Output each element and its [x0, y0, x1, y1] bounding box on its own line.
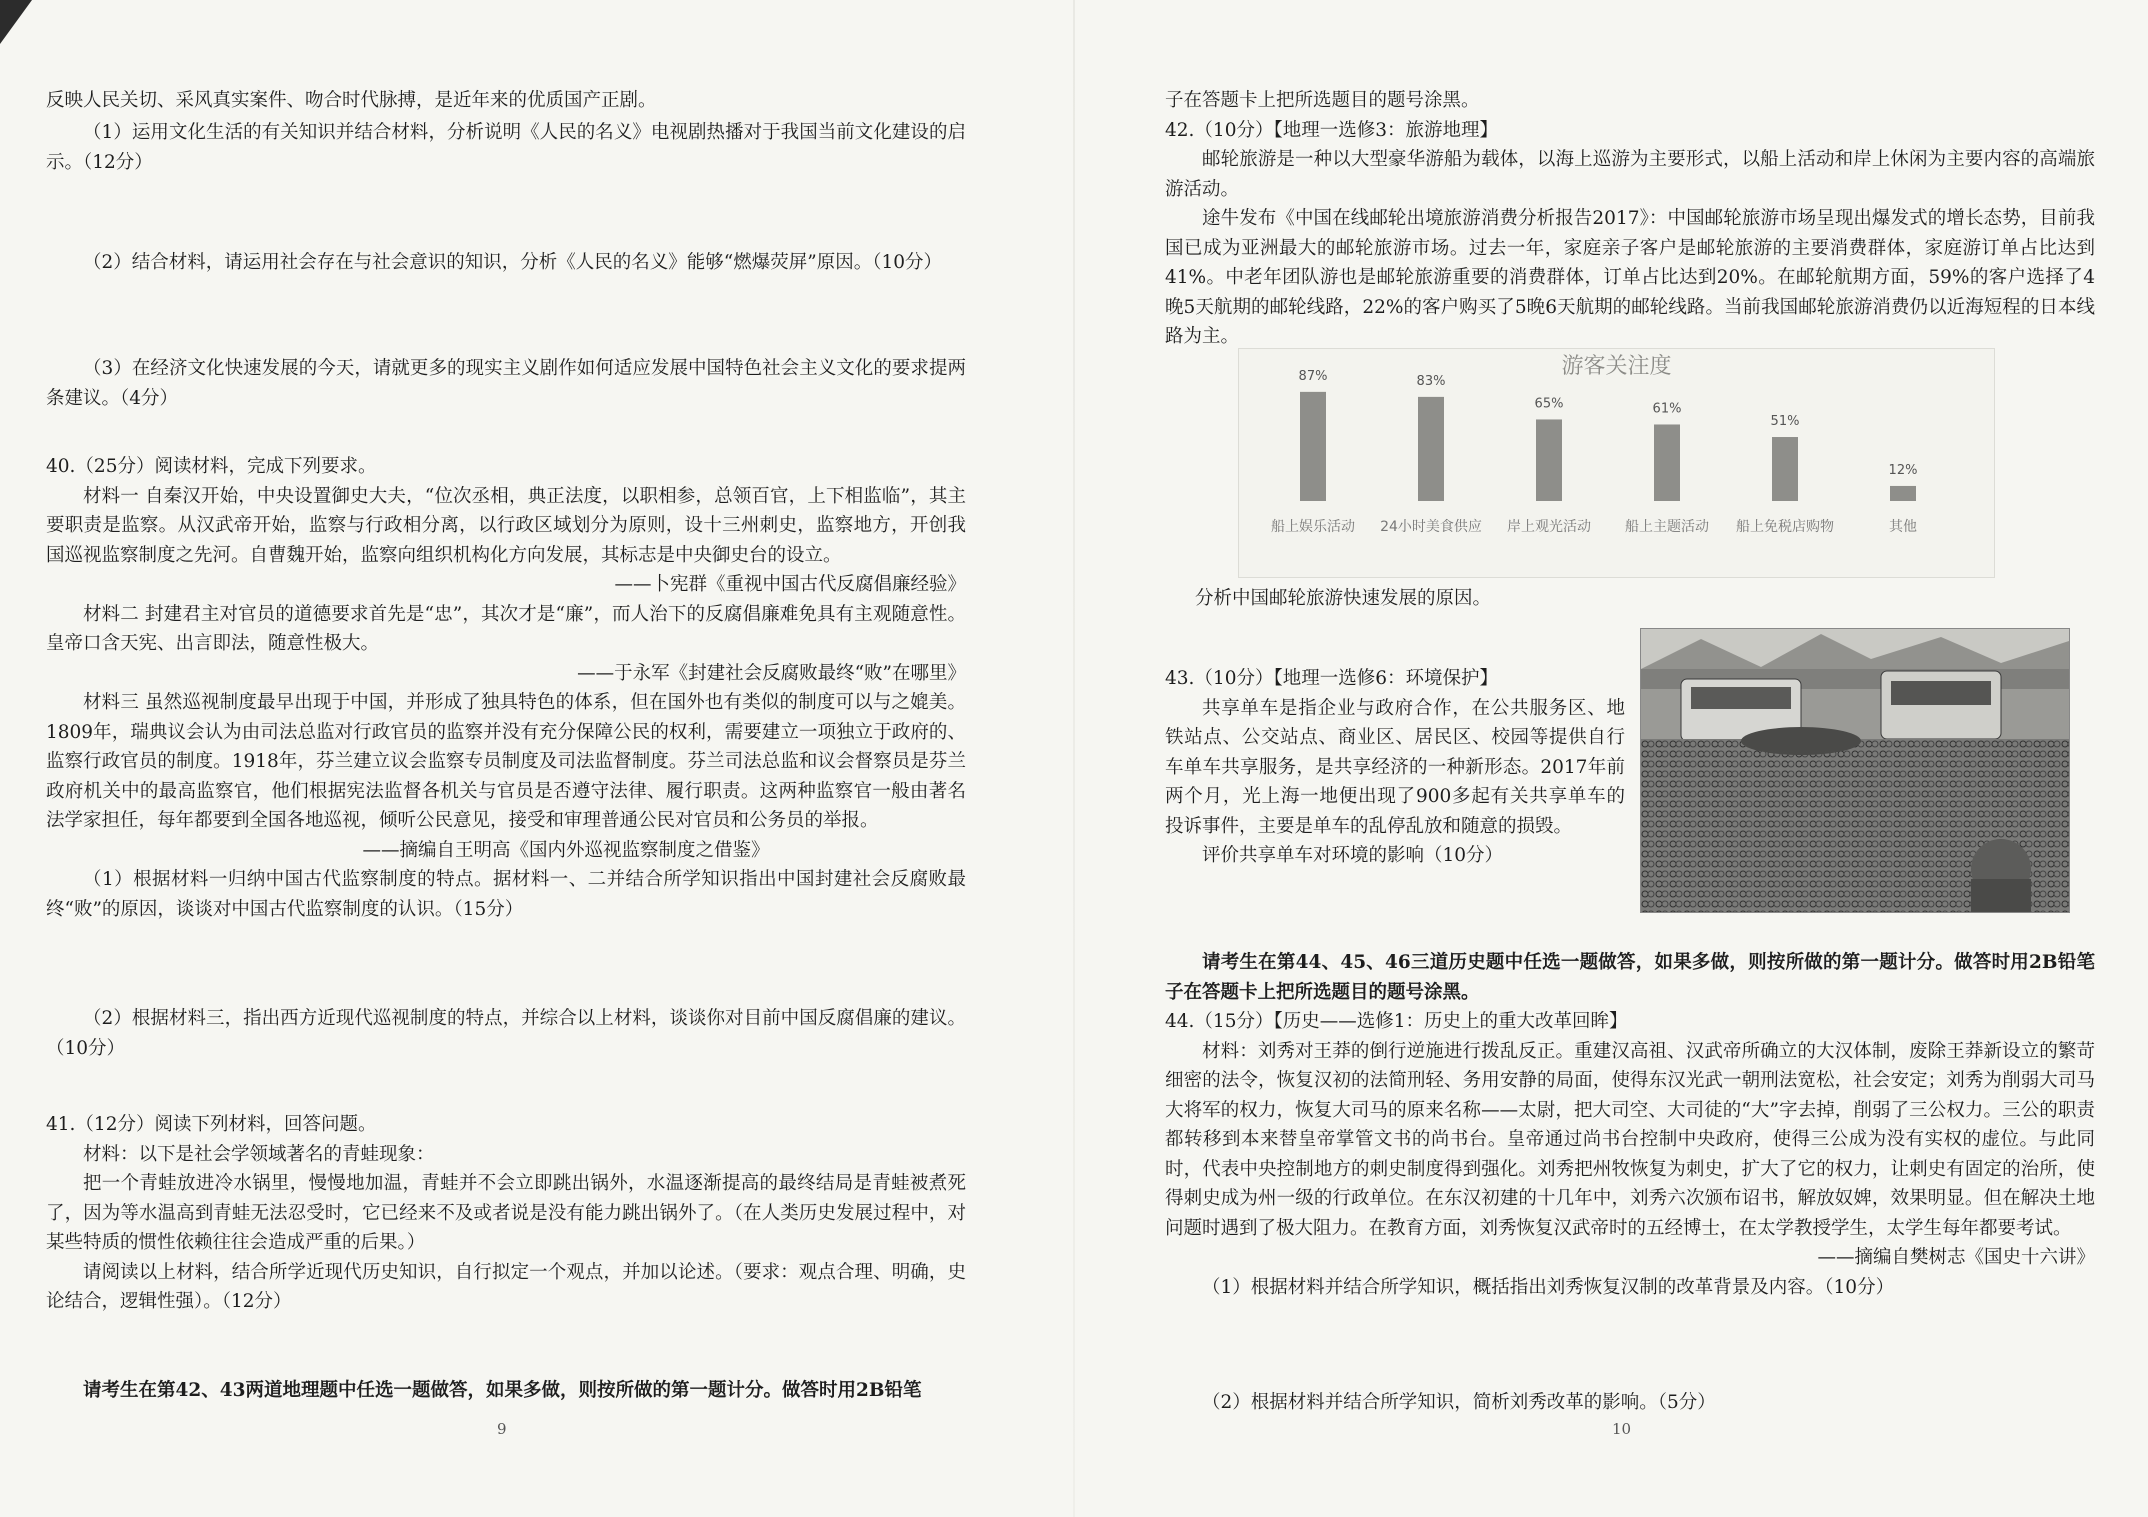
q42-question: 分析中国邮轮旅游快速发展的原因。: [1195, 588, 1492, 609]
q42-paragraph2: 途牛发布《中国在线邮轮出境旅游消费分析报告2017》：中国邮轮旅游市场呈现出爆发式的增长态势，目前我国已成为亚洲最大的邮轮旅游市场。过去一年，家庭亲子客户是邮轮旅游的主要消费群体，家庭游订单占比达到41%。中老年团队游也是邮轮旅游重要的消费群体，订单占比达到20%。在邮轮航期方面，59%的客户选择了4晚5天航期的邮轮线路，22%的客户购买了5晚6天航期的邮轮线路。当前我国邮轮旅游消费仍以近海短程的日本线路为主。: [1165, 208, 2095, 347]
q40-part2: （2）根据材料三，指出西方近现代巡视制度的特点，并综合以上材料，谈谈你对目前中国反腐倡廉的建议。（10分）: [46, 1008, 966, 1059]
chart-bar: [1300, 392, 1326, 501]
bicycles-photo-icon: [1641, 629, 2069, 912]
q40-material2: 材料二 封建君主对官员的道德要求首先是“忠”，其次才是“廉”，而人治下的反腐倡廉难免具有主观随意性。皇帝口含天宪、出言即法，随意性极大。: [46, 603, 966, 654]
geography-choice-notice: 请考生在第42、43两道地理题中任选一题做答，如果多做，则按所做的第一题计分。做答时用2B铅笔: [83, 1380, 922, 1401]
chart-data-label: 65%: [1534, 396, 1564, 412]
chart-bar: [1890, 486, 1916, 501]
q43-heading: 43.（10分）【地理一选修6：环境保护】: [1165, 668, 1498, 689]
q44-part1: （1）根据材料并结合所学知识，概括指出刘秀恢复汉制的改革背景及内容。（10分）: [1202, 1276, 1895, 1298]
q41-requirement: 请阅读以上材料，结合所学近现代历史知识，自行拟定一个观点，并加以论述。（要求：观点合理、明确，史论结合，逻辑性强）。（12分）: [46, 1261, 966, 1312]
chart-bar: [1654, 424, 1680, 501]
q40-material1: 材料一 自秦汉开始，中央设置御史大夫，“位次丞相，典正法度，以职相参，总领百官，上下相监临”，其主要职责是监察。从汉武帝开始，监察与行政相分离，以行政区域划分为原则，设十三州刺史，监察地方，开创我国巡视监察制度之先河。自曹魏开始，监察向组织机构化方向发展，其标志是中央御史台的设立。: [46, 485, 966, 566]
chart-category-label: 其他: [1889, 519, 1917, 535]
chart-data-label: 12%: [1888, 462, 1918, 478]
right-top-line: 子在答题卡上把所选题目的题号涂黑。: [1165, 90, 1480, 111]
chart-bar: [1418, 397, 1444, 501]
chart-category-label: 24小时美食供应: [1380, 519, 1482, 535]
chart-data-label: 83%: [1416, 373, 1446, 389]
q40-part1: （1）根据材料一归纳中国古代监察制度的特点。据材料一、二并结合所学知识指出中国封建社会反腐败最终“败”的原因，谈谈对中国古代监察制度的认识。（15分）: [46, 869, 966, 920]
chart-data-label: 51%: [1770, 414, 1800, 430]
history-choice-notice: 请考生在第44、45、46三道历史题中任选一题做答，如果多做，则按所做的第一题计分。做答时用2B铅笔子在答题卡上把所选题目的题号涂黑。: [1165, 952, 2095, 1003]
page-fold: [1073, 0, 1075, 1517]
chart-category-label: 船上免税店购物: [1736, 519, 1834, 535]
q44-heading: 44.（15分）【历史——选修1：历史上的重大改革回眸】: [1165, 1011, 1628, 1032]
q39-part3: （3）在经济文化快速发展的今天，请就更多的现实主义剧作如何适应发展中国特色社会主义文化的要求提两条建议。（4分）: [46, 358, 966, 409]
q40-material3-source: ——摘编自王明高《国内外巡视监察制度之借鉴》: [362, 839, 770, 861]
q39-part1: （1）运用文化生活的有关知识并结合材料，分析说明《人民的名义》电视剧热播对于我国当前文化建设的启示。（12分）: [46, 122, 966, 173]
q41-material-body: 把一个青蛙放进冷水锅里，慢慢地加温，青蛙并不会立即跳出锅外，水温逐渐提高的最终结局是青蛙被煮死了，因为等水温高到青蛙无法忍受时，它已经来不及或者说是没有能力跳出锅外了。（在人类历史发展过程中，对某些特质的惯性依赖往往会造成严重的后果。）: [46, 1173, 966, 1253]
shared-bicycles-photo: [1640, 628, 2070, 913]
chart-category-label: 岸上观光活动: [1507, 519, 1591, 535]
chart-category-label: 船上娱乐活动: [1271, 519, 1355, 535]
q42-paragraph1: 邮轮旅游是一种以大型豪华游船为载体，以海上巡游为主要形式，以船上活动和岸上休闲为主要内容的高端旅游活动。: [1165, 149, 2095, 200]
chart-title: 游客关注度: [1561, 354, 1672, 379]
page-number-right: 10: [1612, 1420, 1632, 1438]
tourist-attention-chart: [1238, 348, 1995, 578]
corner-mark: [0, 0, 32, 44]
q40-heading: 40.（25分）阅读材料，完成下列要求。: [46, 456, 377, 477]
chart-data-label: 61%: [1652, 401, 1682, 417]
q41-material-intro: 材料：以下是社会学领域著名的青蛙现象：: [83, 1143, 435, 1165]
q44-part2: （2）根据材料并结合所学知识，简析刘秀改革的影响。（5分）: [1202, 1392, 1716, 1413]
q40-material1-source: ——卜宪群《重视中国古代反腐倡廉经验》: [614, 574, 966, 595]
q40-material2-source: ——于永军《封建社会反腐败最终“败”在哪里》: [577, 662, 966, 684]
chart-bar: [1772, 437, 1798, 501]
q44-source: ——摘编自樊树志《国史十六讲》: [1817, 1247, 2095, 1268]
chart-category-label: 船上主题活动: [1625, 519, 1709, 535]
page-number-left: 9: [497, 1420, 507, 1438]
chart-bar: [1536, 419, 1562, 501]
q43-question: 评价共享单车对环境的影响（10分）: [1202, 845, 1504, 866]
q42-heading: 42.（10分）【地理一选修3：旅游地理】: [1165, 119, 1498, 141]
q39-part2: （2）结合材料，请运用社会存在与社会意识的知识，分析《人民的名义》能够“燃爆荧屏”原因。（10分）: [83, 252, 942, 273]
q44-material: 材料：刘秀对王莽的倒行逆施进行拨乱反正。重建汉高祖、汉武帝所确立的大汉体制，废除王莽新设立的繁苛细密的法令，恢复汉初的法简刑轻、务用安静的局面，使得东汉光武一朝刑法宽松，社会安定；刘秀为削弱大司马大将军的权力，恢复大司马的原来名称——太尉，把大司空、大司徒的“大”字去掉，削弱了三公权力。三公的职责都转移到本来替皇帝掌管文书的尚书台。皇帝通过尚书台控制中央政府，使得三公成为没有实权的虚位。与此同时，代表中央控制地方的刺史制度得到强化。刘秀把州牧恢复为刺史，扩大了它的权力，让刺史有固定的治所，使得刺史成为州一级的行政单位。在东汉初建的十几年中，刘秀六次颁布诏书，解放奴婢，效果明显。但在解决土地问题时遇到了极大阻力。在教育方面，刘秀恢复汉武帝时的五经博士，在太学教授学生，太学生每年都要考试。: [1165, 1040, 2095, 1239]
chart-data-label: 87%: [1298, 368, 1328, 384]
chart-svg: [1239, 349, 1994, 577]
q40-material3: 材料三 虽然巡视制度最早出现于中国，并形成了独具特色的体系，但在国外也有类似的制度可以与之媲美。1809年，瑞典议会认为由司法总监对行政官员的监察并没有充分保障公民的权利，需要建立一项独立于政府的、监察行政官员的制度。1918年，芬兰建立议会监察专员制度及司法监督制度。芬兰司法总监和议会督察员是芬兰政府机关中的最高监察官，他们根据宪法监督各机关与官员是否遵守法律、履行职责。这两种监察官一般由著名法学家担任，每年都要到全国各地巡视，倾听公民意见，接受和审理普通公民对官员和公务员的举报。: [46, 692, 966, 831]
q43-paragraph: 共享单车是指企业与政府合作，在公共服务区、地铁站点、公交站点、商业区、居民区、校园等提供自行车单车共享服务，是共享经济的一种新形态。2017年前两个月，光上海一地便出现了900多起有关共享单车的投诉事件，主要是单车的乱停乱放和随意的损毁。: [1165, 697, 1625, 837]
q41-heading: 41.（12分）阅读下列材料，回答问题。: [46, 1114, 377, 1135]
left-top-line: 反映人民关切、采风真实案件、吻合时代脉搏，是近年来的优质国产正剧。: [46, 90, 657, 111]
